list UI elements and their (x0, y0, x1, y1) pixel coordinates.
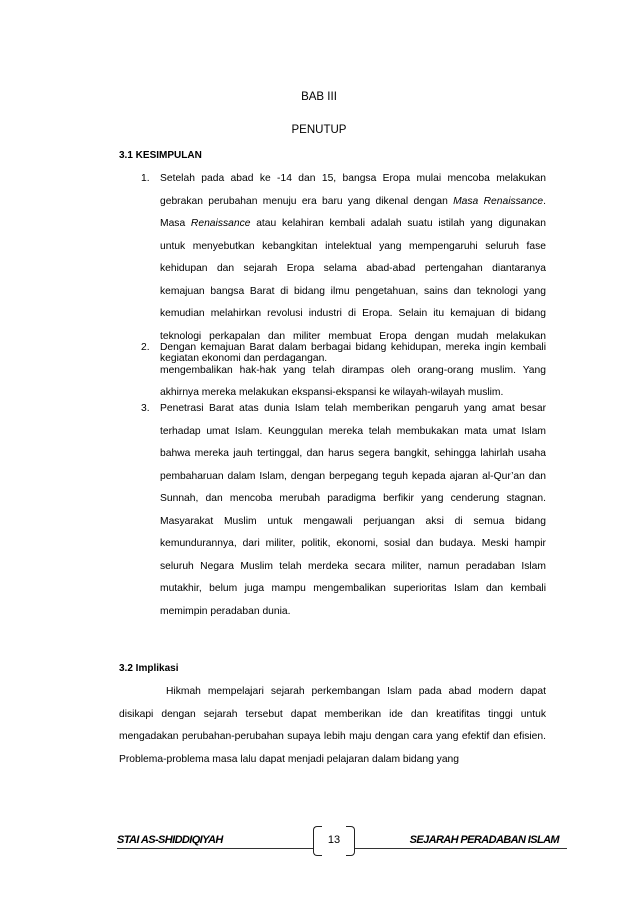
page-number: 13 (327, 834, 341, 846)
section-heading-kesimpulan: 3.1 KESIMPULAN (119, 150, 202, 161)
list-text: Dengan kemajuan Barat dalam berbagai bidang kehidupan, mereka ingin kembali mengembalikan hak-hak yang telah dirampas oleh orang-orang muslim. Yang akhirnya mereka melakukan ekspansi-ekspansi ke wilayah-wilayah muslim. (160, 342, 546, 398)
footer-institution: STAI AS-SHIDDIQIYAH (117, 834, 227, 846)
page-number-box (313, 826, 355, 856)
list-item (119, 337, 546, 405)
list-text: Penetrasi Barat atas dunia Islam telah memberikan pengaruh yang amat besar terhadap umat Islam. Keunggulan mereka telah membukakan mata umat Islam bahwa mereka jauh tertinggal, dan harus segera bangkit, sehingga lahirlah usaha pembaharuan dalam Islam, dengan berpegang teguh kepada ajaran al-Qur’an dan Sunnah, dan mencoba merubah paradigma berfikir yang cenderung stagnan. Masyarakat Muslim untuk mengawali perjuangan aksi di semua bidang kemundurannya, dari militer, politik, ekonomi, sosial dan budaya. Meski hampir seluruh Negara Muslim telah merdeka secara militer, namun peradaban Islam mutakhir, belum juga mampu mengembalikan superioritas Islam dan kembali memimpin peradaban dunia. (160, 403, 546, 617)
list-item (119, 398, 546, 623)
paragraph-text: Hikmah mempelajari sejarah perkembangan Islam pada abad modern dapat disikapi dengan sejarah tersebut dapat memberikan ide dan kreatifitas tinggi untuk mengadakan perubahan-perubahan supaya lebih maju dengan cara yang efektif dan efisien. Problema-problema masa lalu dapat menjadi pelajaran dalam bidang yang (119, 686, 546, 766)
page-footer (117, 826, 567, 856)
list-number: 2. (141, 342, 150, 353)
section-heading-implikasi: 3.2 Implikasi (119, 663, 179, 674)
footer-subject: SEJARAH PERADABAN ISLAM (406, 834, 559, 846)
chapter-label: BAB III (301, 91, 337, 103)
emphasis-text: Renaissance (190, 218, 251, 229)
list-text: Setelah pada abad ke -14 dan 15, bangsa Eropa mulai mencoba melakukan gebrakan perubahan menuju era baru yang dikenal dengan Masa Renaissance. Masa Renaissance atau kelahiran kembali adalah suatu istilah yang digunakan untuk menyebutkan kebangkitan intelektual yang mempengaruhi seluruh fase kehidupan dan sejarah Eropa selama abad-abad pertengahan diantaranya kemajuan bangsa Barat di bidang ilmu pengetahuan, sains dan teknologi yang kemudian melahirkan revolusi industri di Eropa. Selain itu kemajuan di bidang teknologi perkapalan dan militer membuat Eropa dengan mudah melakukan kegiatan ekonomi dan perdagangan. (160, 173, 546, 364)
right-bracket-icon (346, 826, 355, 856)
list-number: 3. (141, 403, 150, 414)
chapter-title: PENUTUP (291, 124, 347, 136)
emphasis-text: Masa Renaissance (453, 195, 544, 207)
body-paragraph (119, 681, 546, 772)
list-number: 1. (141, 173, 150, 184)
